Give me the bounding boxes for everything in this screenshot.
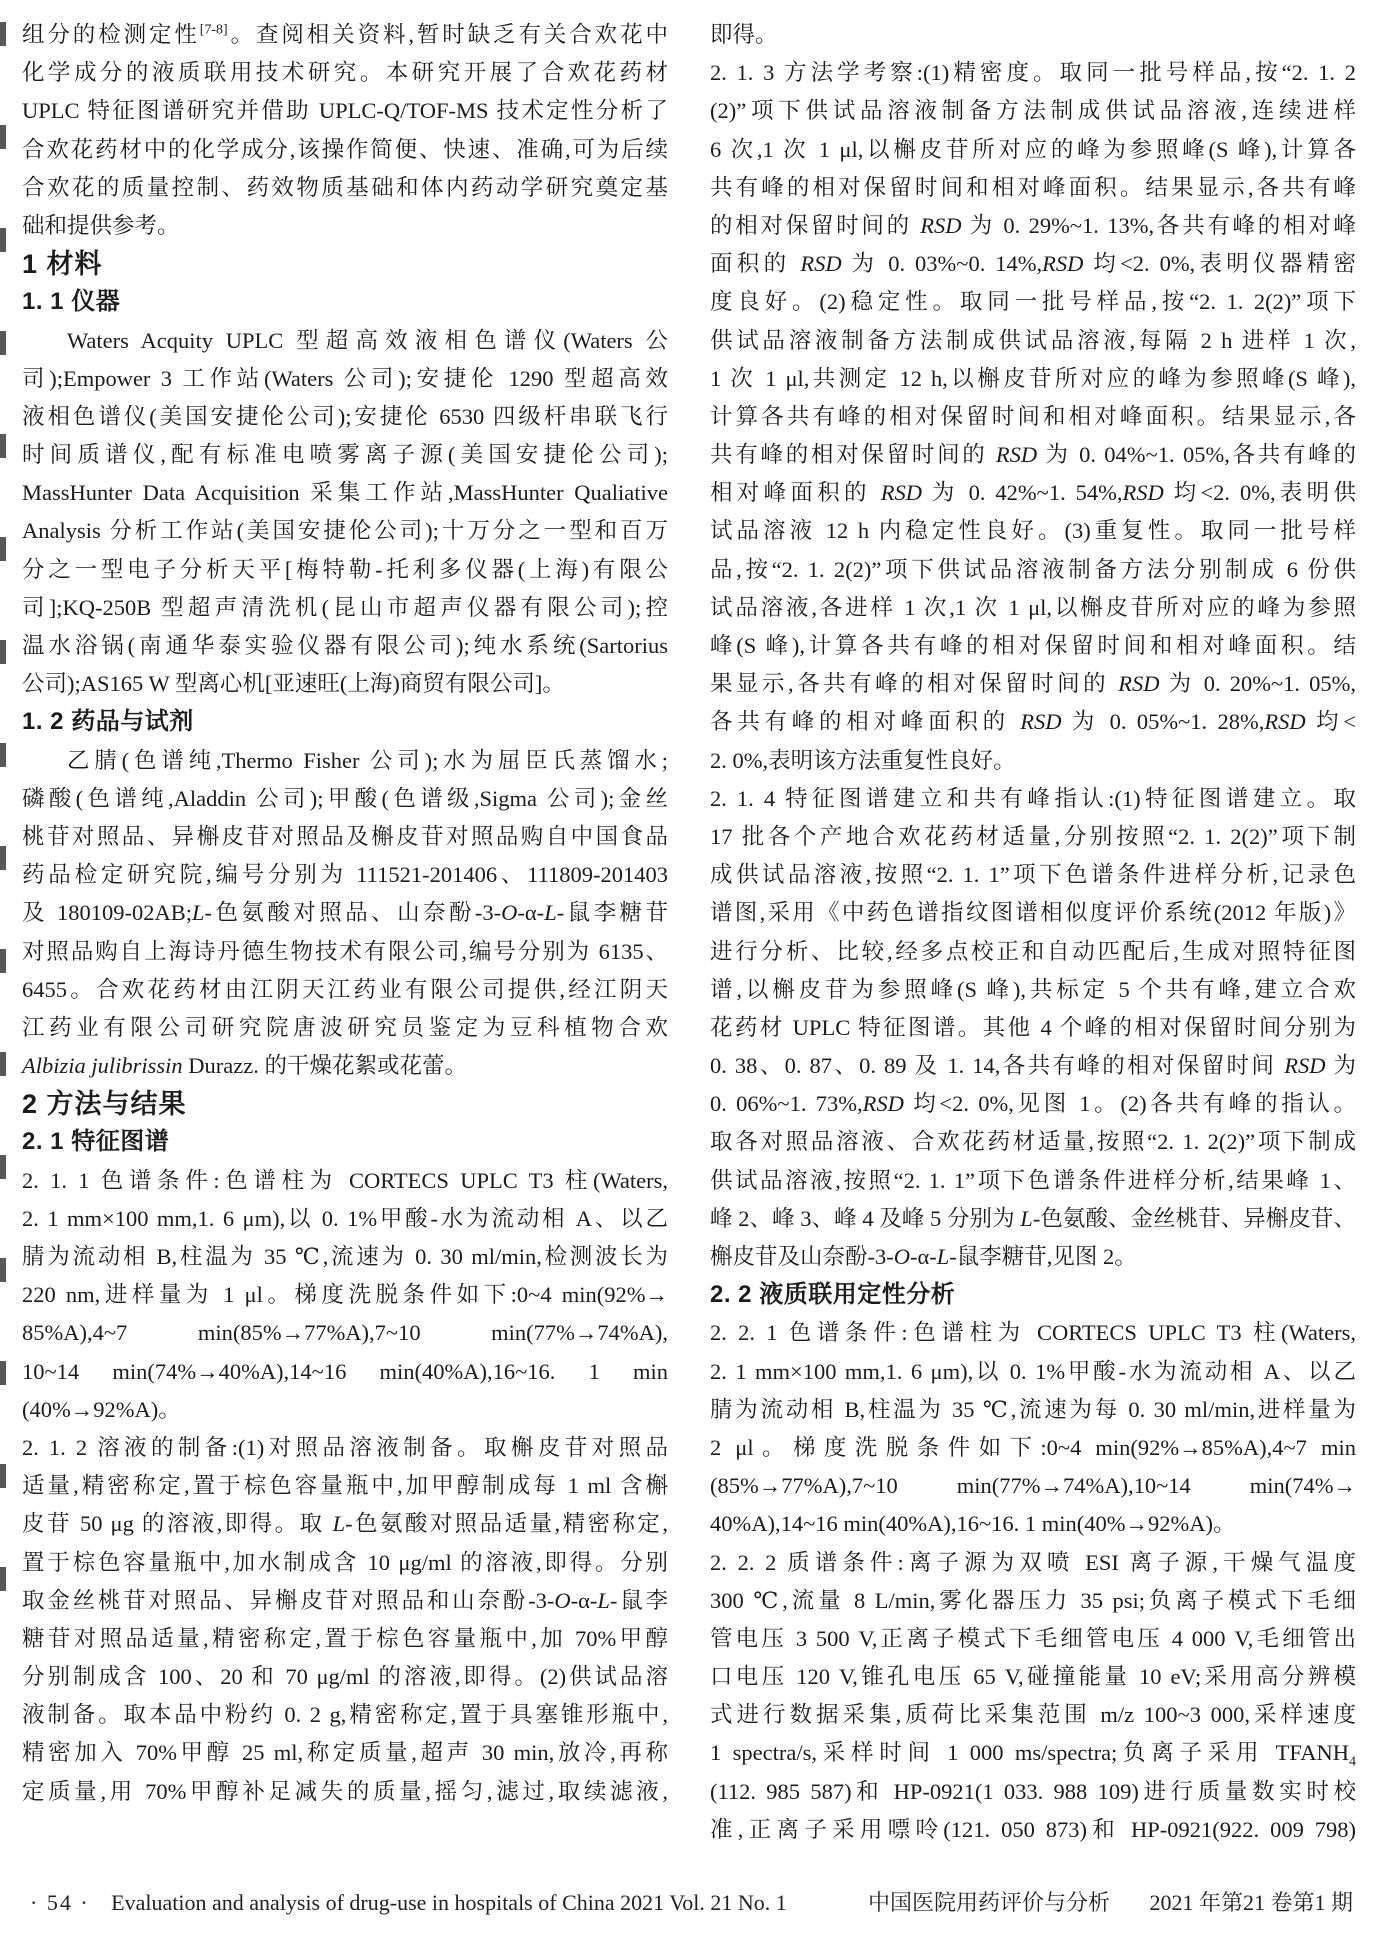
- text-line: 公司);AS165 W 型离心机[亚速旺(上海)商贸有限公司]。: [22, 671, 565, 697]
- text-line: 供试品溶液制备方法制成供试品溶液,每隔 2 h 进样 1 次,: [710, 327, 1356, 353]
- text-line: 2 μl。梯度洗脱条件如下:0~4 min(92%→85%A),4~7 min: [710, 1434, 1356, 1460]
- text-line: 试品溶液 12 h 内稳定性良好。(3)重复性。取同一批号样: [710, 518, 1356, 544]
- text-line: 6 次,1 次 1 μl,以槲皮苷所对应的峰为参照峰(S 峰),计算各: [710, 136, 1356, 162]
- text-line: 液相色谱仪(美国安捷伦公司);安捷伦 6530 四级杆串联飞行: [22, 403, 668, 429]
- text-line: 果显示,各共有峰的相对保留时间的 RSD 为 0. 20%~1. 05%,: [710, 671, 1356, 697]
- text-line: 度良好。(2)稳定性。取同一批号样品,按“2. 1. 2(2)”项下: [710, 289, 1356, 315]
- text-line: 85%A),4~7 min(85%→77%A),7~10 min(77%→74%A),: [22, 1320, 668, 1346]
- scan-edge-artifact: [0, 22, 6, 1622]
- text-line: 1 次 1 μl,共测定 12 h,以槲皮苷所对应的峰为参照峰(S 峰),: [710, 365, 1356, 391]
- text-line: 组分的检测定性[7-8]。查阅相关资料,暂时缺乏有关合欢花中: [22, 22, 668, 47]
- text-line: 定质量,用 70%甲醇补足减失的质量,摇匀,滤过,取续滤液,: [22, 1778, 668, 1804]
- text-line: 的相对保留时间的 RSD 为 0. 29%~1. 13%,各共有峰的相对峰: [710, 212, 1356, 238]
- text-line: 成供试品溶液,按照“2. 1. 1”项下色谱条件进样分析,记录色: [710, 862, 1356, 888]
- text-line: 40%A),14~16 min(40%A),16~16. 1 min(40%→92%A)。: [710, 1511, 1236, 1537]
- text-line: (85%→77%A),7~10 min(77%→74%A),10~14 min(74%→: [710, 1473, 1356, 1499]
- text-line: 谱,以槲皮苷为参照峰(S 峰),共标定 5 个共有峰,建立合欢: [710, 976, 1356, 1002]
- page-footer: [30, 1886, 1353, 1917]
- text-line: 液制备。取本品中粉约 0. 2 g,精密称定,置于具塞锥形瓶中,: [22, 1702, 668, 1728]
- text-line: 管电压 3 500 V,正离子模式下毛细管电压 4 000 V,毛细管出: [710, 1625, 1356, 1651]
- text-line: 300 ℃,流量 8 L/min,雾化器压力 35 psi;负离子模式下毛细: [710, 1587, 1356, 1613]
- text-line: 药品检定研究院,编号分别为 111521-201406、111809-201403: [22, 862, 668, 888]
- text-line: 适量,精密称定,置于棕色容量瓶中,加甲醇制成每 1 ml 含槲: [22, 1473, 668, 1499]
- footer-english: [30, 1890, 787, 1916]
- text-line: 化学成分的液质联用技术研究。本研究开展了合欢花药材: [22, 60, 668, 86]
- text-line: 分之一型电子分析天平[梅特勒-托利多仪器(上海)有限公: [22, 556, 668, 582]
- text-line: 取金丝桃苷对照品、异槲皮苷对照品和山奈酚-3-O-α-L-鼠李: [22, 1587, 668, 1613]
- two-column-body: [22, 16, 1356, 1849]
- text-line: 花药材 UPLC 特征图谱。其他 4 个峰的相对保留时间分别为: [710, 1014, 1356, 1040]
- text-line: 温水浴锅(南通华泰实验仪器有限公司);纯水系统(Sartorius: [22, 633, 668, 658]
- text-line: 共有峰的相对保留时间的 RSD 为 0. 04%~1. 05%,各共有峰的: [710, 442, 1356, 468]
- text-line: 2. 1. 2 溶液的制备:(1)对照品溶液制备。取槲皮苷对照品: [22, 1434, 668, 1460]
- text-line: 2. 0%,表明该方法重复性良好。: [710, 747, 1016, 773]
- text-line: 司);Empower 3 工作站(Waters 公司);安捷伦 1290 型超高效: [22, 365, 668, 391]
- text-line: 0. 38、0. 87、0. 89 及 1. 14,各共有峰的相对保留时间 RSD 为: [710, 1053, 1356, 1079]
- text-line: 进行分析、比较,经多点校正和自动匹配后,生成对照特征图: [710, 938, 1356, 964]
- text-line: 桃苷对照品、异槲皮苷对照品及槲皮苷对照品购自中国食品: [22, 823, 668, 849]
- text-line: 2. 1 mm×100 mm,1. 6 μm),以 0. 1%甲酸-水为流动相 A、以乙: [710, 1358, 1356, 1384]
- text-line: MassHunter Data Acquisition 采集工作站,MassHunter Qualiative: [22, 480, 668, 506]
- section-heading: 1 材料: [22, 249, 103, 280]
- text-line: 10~14 min(74%→40%A),14~16 min(40%A),16~16. 1 min: [22, 1358, 668, 1384]
- subsection-heading: 2. 2 液质联用定性分析: [710, 1281, 956, 1309]
- text-line: 17 批各个产地合欢花药材适量,分别按照“2. 1. 2(2)”项下制: [710, 823, 1356, 849]
- text-line: Analysis 分析工作站(美国安捷伦公司);十万分之一型和百万: [22, 518, 668, 544]
- text-line: 磷酸(色谱纯,Aladdin 公司);甲酸(色谱级,Sigma 公司);金丝: [22, 785, 668, 811]
- text-line: 准,正离子采用嘌呤(121. 050 873)和 HP-0921(922. 009 798): [710, 1816, 1356, 1842]
- text-line: 峰(S 峰),计算各共有峰的相对保留时间和相对峰面积。结: [710, 633, 1356, 658]
- text-line: 取各对照品溶液、合欢花药材适量,按照“2. 1. 2(2)”项下制成: [710, 1129, 1356, 1155]
- text-line: (40%→92%A)。: [22, 1396, 181, 1422]
- text-line: 皮苷 50 μg 的溶液,即得。取 L-色氨酸对照品适量,精密称定,: [22, 1511, 668, 1537]
- page-number: · 54 ·: [30, 1890, 90, 1915]
- text-line: 2. 1. 3 方法学考察:(1)精密度。取同一批号样品,按“2. 1. 2: [710, 60, 1356, 86]
- right-column: [710, 16, 1356, 1849]
- text-line: 0. 06%~1. 73%,RSD 均<2. 0%,见图 1。(2)各共有峰的指认。: [710, 1091, 1356, 1117]
- text-line: 对照品购自上海诗丹德生物技术有限公司,编号分别为 6135、: [22, 938, 668, 964]
- text-line: 即得。: [710, 22, 778, 47]
- text-line: 合欢花药材中的化学成分,该操作简便、快速、准确,可为后续: [22, 136, 668, 162]
- text-line: 1 spectra/s,采样时间 1 000 ms/spectra;负离子采用 $TFANH_4$: [710, 1740, 1356, 1770]
- text-line: 2. 1. 1 色谱条件:色谱柱为 CORTECS UPLC T3 柱(Waters,: [22, 1167, 668, 1193]
- text-line: 糖苷对照品适量,精密称定,置于棕色容量瓶中,加 70%甲醇: [22, 1625, 668, 1651]
- text-line: 分别制成含 100、20 和 70 μg/ml 的溶液,即得。(2)供试品溶: [22, 1664, 668, 1690]
- text-line: 共有峰的相对保留时间和相对峰面积。结果显示,各共有峰: [710, 174, 1356, 200]
- text-line: 乙腈(色谱纯,Thermo Fisher 公司);水为屈臣氏蒸馏水;: [67, 747, 668, 773]
- text-line: 司];KQ-250B 型超声清洗机(昆山市超声仪器有限公司);控: [22, 594, 668, 620]
- left-column: [22, 16, 668, 1849]
- text-line: 相对峰面积的 RSD 为 0. 42%~1. 54%,RSD 均<2. 0%,表明供: [710, 480, 1356, 506]
- text-line: 2. 1. 4 特征图谱建立和共有峰指认:(1)特征图谱建立。取: [710, 785, 1356, 811]
- footer-chinese: [868, 1886, 1353, 1917]
- text-line: 置于棕色容量瓶中,加水制成含 10 μg/ml 的溶液,即得。分别: [22, 1549, 668, 1575]
- journal-title-cn: 中国医院用药评价与分析: [867, 1890, 1110, 1915]
- text-line: 6455。合欢花药材由江阴天江药业有限公司提供,经江阴天: [22, 976, 668, 1002]
- subsection-heading: 2. 1 特征图谱: [22, 1128, 170, 1156]
- subsection-heading: 1. 2 药品与试剂: [22, 708, 194, 736]
- text-line: 口电压 120 V,锥孔电压 65 V,碰撞能量 10 eV;采用高分辨模: [710, 1664, 1356, 1690]
- text-line: 面积的 RSD 为 0. 03%~0. 14%,RSD 均<2. 0%,表明仪器精密: [710, 251, 1356, 277]
- section-heading: 2 方法与结果: [22, 1089, 187, 1120]
- text-line: 时间质谱仪,配有标准电喷雾离子源(美国安捷伦公司);: [22, 442, 668, 468]
- text-line: 2. 2. 1 色谱条件:色谱柱为 CORTECS UPLC T3 柱(Waters,: [710, 1320, 1356, 1346]
- text-line: Albizia julibrissin Durazz. 的干燥花絮或花蕾。: [22, 1053, 467, 1079]
- text-line: 2. 1 mm×100 mm,1. 6 μm),以 0. 1%甲酸-水为流动相 A、以乙: [22, 1205, 668, 1231]
- text-line: 础和提供参考。: [22, 212, 180, 238]
- text-line: 式进行数据采集,质荷比采集范围 m/z 100~3 000,采样速度: [710, 1702, 1356, 1728]
- text-line: 谱图,采用《中药色谱指纹图谱相似度评价系统(2012 年版)》: [710, 900, 1356, 926]
- text-line: 试品溶液,各进样 1 次,1 次 1 μl,以槲皮苷所对应的峰为参照: [710, 594, 1356, 620]
- text-line: 槲皮苷及山奈酚-3-O-α-L-鼠李糖苷,见图 2。: [710, 1244, 1137, 1269]
- text-line: 及 180109-02AB;L-色氨酸对照品、山奈酚-3-O-α-L-鼠李糖苷: [22, 900, 668, 926]
- text-line: UPLC 特征图谱研究并借助 UPLC-Q/TOF-MS 技术定性分析了: [22, 98, 668, 124]
- text-line: (112. 985 587)和 HP-0921(1 033. 988 109)进行质量数实时校: [710, 1778, 1356, 1804]
- subsection-heading: 1. 1 仪器: [22, 288, 121, 316]
- text-line: 合欢花的质量控制、药效物质基础和体内药动学研究奠定基: [22, 174, 668, 200]
- text-line: 精密加入 70%甲醇 25 ml,称定质量,超声 30 min,放冷,再称: [22, 1740, 668, 1766]
- text-line: (2)”项下供试品溶液制备方法制成供试品溶液,连续进样: [710, 98, 1356, 124]
- text-line: 品,按“2. 1. 2(2)”项下供试品溶液制备方法分别制成 6 份供: [710, 556, 1356, 582]
- text-line: 腈为流动相 B,柱温为 35 ℃,流速为每 0. 30 ml/min,进样量为: [710, 1396, 1356, 1422]
- text-line: Waters Acquity UPLC 型超高效液相色谱仪(Waters 公: [67, 327, 668, 353]
- text-line: 计算各共有峰的相对保留时间和相对峰面积。结果显示,各: [710, 403, 1356, 429]
- text-line: 峰 2、峰 3、峰 4 及峰 5 分别为 L-色氨酸、金丝桃苷、异槲皮苷、: [710, 1205, 1356, 1231]
- issue-info-cn: 2021 年第21 卷第1 期: [1149, 1890, 1353, 1915]
- text-line: 各共有峰的相对峰面积的 RSD 为 0. 05%~1. 28%,RSD 均<: [710, 709, 1356, 735]
- text-line: 220 nm,进样量为 1 μl。梯度洗脱条件如下:0~4 min(92%→: [22, 1282, 668, 1308]
- text-line: 2. 2. 2 质谱条件:离子源为双喷 ESI 离子源,干燥气温度: [710, 1549, 1356, 1575]
- text-line: 供试品溶液,按照“2. 1. 1”项下色谱条件进样分析,结果峰 1、: [710, 1167, 1356, 1193]
- journal-title-en: Evaluation and analysis of drug-use in hospitals of China 2021 Vol. 21 No. 1: [111, 1890, 787, 1915]
- text-line: 腈为流动相 B,柱温为 35 ℃,流速为 0. 30 ml/min,检测波长为: [22, 1244, 668, 1269]
- text-line: 江药业有限公司研究院唐波研究员鉴定为豆科植物合欢: [22, 1014, 668, 1040]
